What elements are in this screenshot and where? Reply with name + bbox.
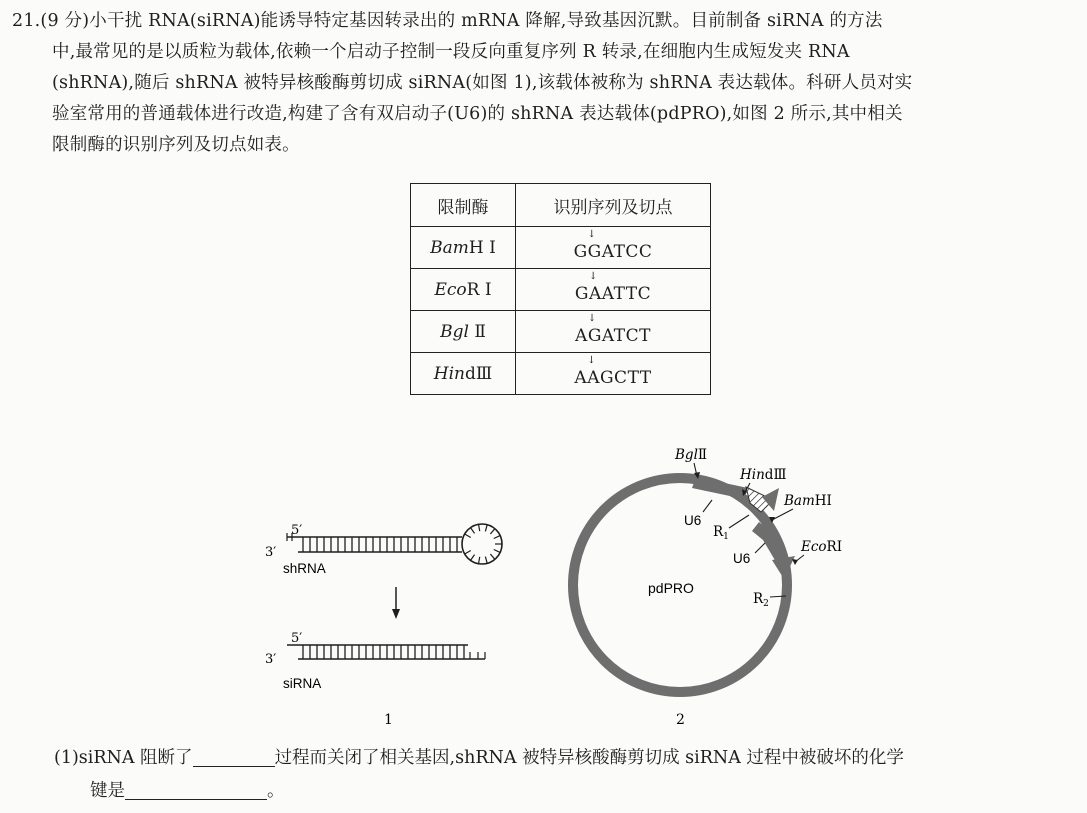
enzyme-suffix: Ⅱ <box>468 321 486 342</box>
loop-base <box>471 528 475 534</box>
hindiii-site-label: HindⅢ <box>740 467 787 483</box>
header-enzyme: 限制酶 <box>411 184 516 227</box>
r2-label: $R_2$ <box>753 591 769 609</box>
enzyme-italic: Eco <box>434 279 467 300</box>
cut-arrow-icon: ↓ <box>587 228 597 240</box>
stem-line-5: 限制酶的识别序列及切点如表。 <box>52 135 300 155</box>
ecori-site-label: EcoRⅠ <box>801 539 843 555</box>
three-prime-label: 3′ <box>265 545 277 560</box>
base-pairs <box>303 537 457 552</box>
seq-after-cut: GATCT <box>587 325 651 346</box>
seq-before-cut: G <box>574 283 589 304</box>
enzyme-suffix: R Ⅰ <box>466 279 492 300</box>
seq-before-cut: G <box>573 241 588 262</box>
r1-label: $R_1$ <box>713 524 729 542</box>
subquestion-1 <box>54 742 904 808</box>
enzyme-italic: Bgl <box>440 321 469 342</box>
seq-after-cut: AGCTT <box>587 367 652 388</box>
cut-arrow-icon: ↓ <box>587 312 597 324</box>
bglii-site-label: BglⅡ <box>675 447 708 463</box>
header-sequence: 识别序列及切点 <box>516 184 711 227</box>
cut-arrow-icon: ↓ <box>588 270 598 282</box>
three-prime-label: 3′ <box>265 652 277 667</box>
u6-label-2: U6 <box>733 551 751 566</box>
loop-base <box>479 557 480 564</box>
enzyme-italic: Hin <box>433 363 465 384</box>
figure-1 <box>265 523 502 728</box>
shrna-hairpin <box>265 523 502 576</box>
seq-before-cut: A <box>575 325 588 346</box>
cut-arrow-icon: ↓ <box>587 354 597 366</box>
five-prime-label: 5′ <box>291 523 303 538</box>
loop-base <box>465 534 471 538</box>
processing-arrow <box>392 587 400 619</box>
figure-1-caption: 1 <box>384 712 393 728</box>
subquestion-text: (1)siRNA 阻断了 <box>54 748 193 768</box>
stem-line-1: 21.(9 分)小干扰 RNA(siRNA)能诱导特定基因转录出的 mRNA 降解,导致基因沉默。目前制备 siRNA 的方法 <box>12 11 883 31</box>
loop-base <box>479 524 480 531</box>
loop-base <box>465 551 471 555</box>
loop-base <box>490 554 494 559</box>
loop-base <box>494 536 500 539</box>
figure-2 <box>573 447 842 728</box>
five-prime-label: 5′ <box>291 631 303 646</box>
sirna-label: siRNA <box>283 676 322 691</box>
sirna-duplex <box>265 631 485 691</box>
subquestion-text: 键是 <box>90 781 125 801</box>
subquestion-line-1 <box>54 742 904 775</box>
loop-base <box>471 555 475 561</box>
seq-before-cut: A <box>574 367 588 388</box>
stem-line-3: (shRNA),随后 shRNA 被特异核酸酶剪切成 siRNA(如图 1),该载体被称为 shRNA 表达载体。科研人员对实 <box>52 73 913 93</box>
base-pairs <box>303 645 464 659</box>
loop-base <box>485 557 487 564</box>
seq-after-cut: AATTC <box>588 283 652 304</box>
loop-base <box>490 529 494 534</box>
u6-label-1: U6 <box>684 513 702 528</box>
subquestion-text: 过程而关闭了相关基因,shRNA 被特异核酸酶剪切成 siRNA 过程中被破坏的化学 <box>274 748 904 768</box>
enzyme-italic: Bam <box>430 237 469 258</box>
enzyme-suffix: H Ⅰ <box>468 237 496 258</box>
loop-base <box>485 525 487 532</box>
subquestion-line-2 <box>54 775 904 808</box>
plasmid-label: pdPRO <box>648 580 694 596</box>
answer-blank-2[interactable] <box>125 779 267 800</box>
answer-blank-1[interactable] <box>193 746 275 767</box>
figure-2-caption: 2 <box>676 712 685 728</box>
shrna-label: shRNA <box>283 561 326 576</box>
subquestion-text: 。 <box>267 781 285 801</box>
seq-after-cut: GATCC <box>587 241 653 262</box>
loop-base <box>494 549 500 552</box>
enzyme-suffix: dⅢ <box>464 363 493 384</box>
bamhi-site-label: BamHⅠ <box>784 493 832 509</box>
stem-line-4: 验室常用的普通载体进行改造,构建了含有双启动子(U6)的 shRNA 表达载体(pdPRO),如图 2 所示,其中相关 <box>52 104 903 124</box>
stem-line-2: 中,最常见的是以质粒为载体,依赖一个启动子控制一段反向重复序列 R 转录,在细胞内生成短发夹 RNA <box>52 42 850 62</box>
